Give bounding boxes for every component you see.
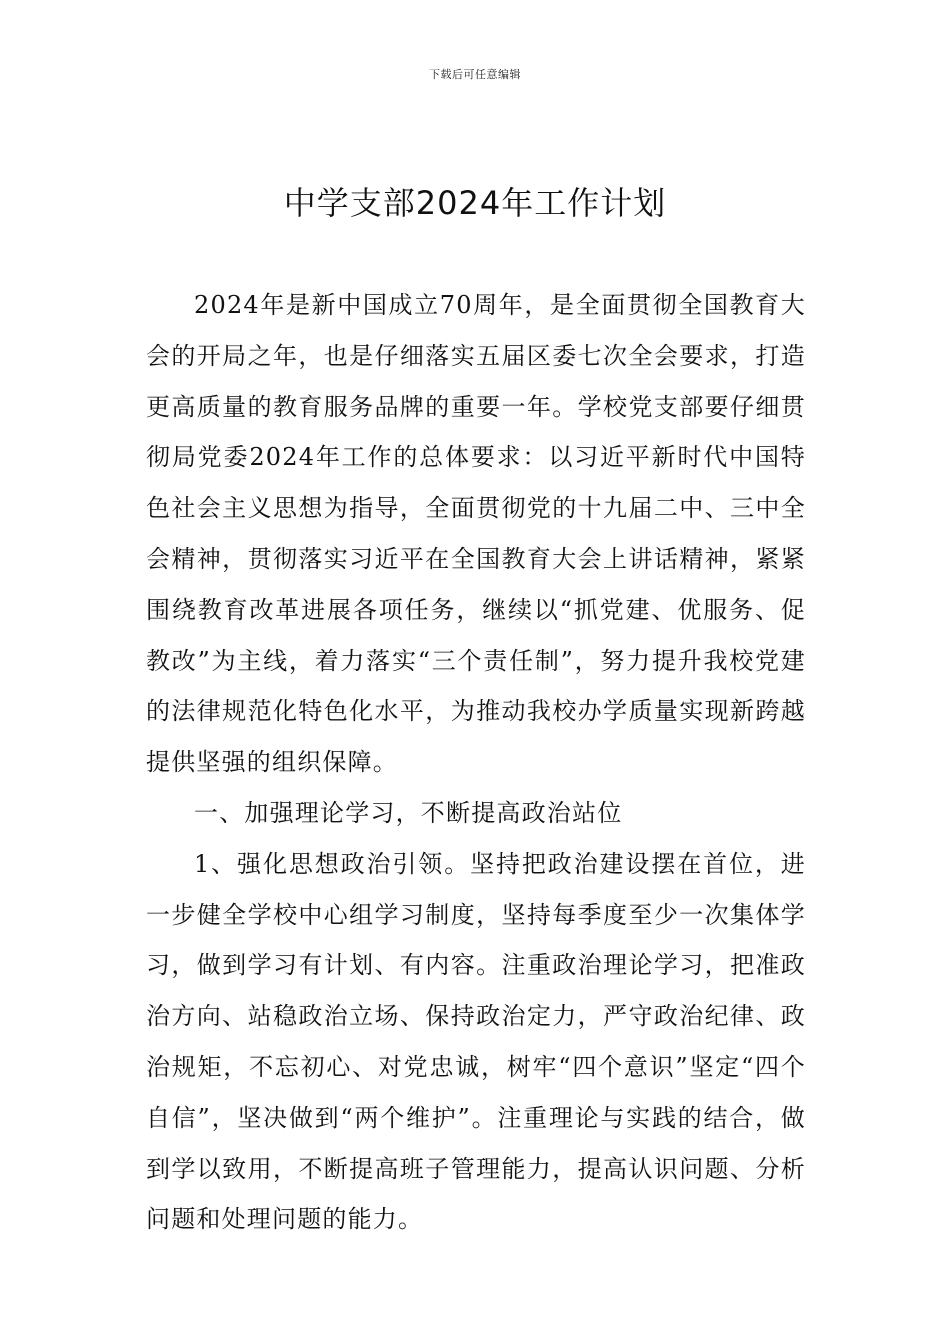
document-body	[146, 280, 806, 1245]
document-title: 中学支部2024年工作计划	[283, 184, 667, 222]
body-paragraph: 1、强化思想政治引领。坚持把政治建设摆在首位，进一步健全学校中心组学习制度，坚持每季度至少一次集体学习，做到学习有计划、有内容。注重政治理论学习，把准政治方向、站稳政治立场、保持政治定力，严守政治纪律、政治规矩，不忘初心、对党忠诚，树牢“四个意识”坚定“四个自信”，坚决做到“两个维护”。注重理论与实践的结合，做到学以致用，不断提高班子管理能力，提高认识问题、分析问题和处理问题的能力。	[146, 849, 806, 1234]
section-heading: 一、加强理论学习，不断提高政治站位	[194, 798, 623, 827]
intro-paragraph: 2024年是新中国成立70周年，是全面贯彻全国教育大会的开局之年，也是仔细落实五届区委七次全会要求，打造更高质量的教育服务品牌的重要一年。学校党支部要仔细贯彻局党委2024年工作的总体要求：以习近平新时代中国特色社会主义思想为指导，全面贯彻党的十九届二中、三中全会精神，贯彻落实习近平在全国教育大会上讲话精神，紧紧围绕教育改革进展各项任务，继续以“抓党建、优服务、促教改”为主线，着力落实“三个责任制”，努力提升我校党建的法律规范化特色化水平，为推动我校办学质量实现新跨越提供坚强的组织保障。	[146, 291, 806, 777]
header-note: 下载后可任意编辑	[429, 68, 521, 81]
